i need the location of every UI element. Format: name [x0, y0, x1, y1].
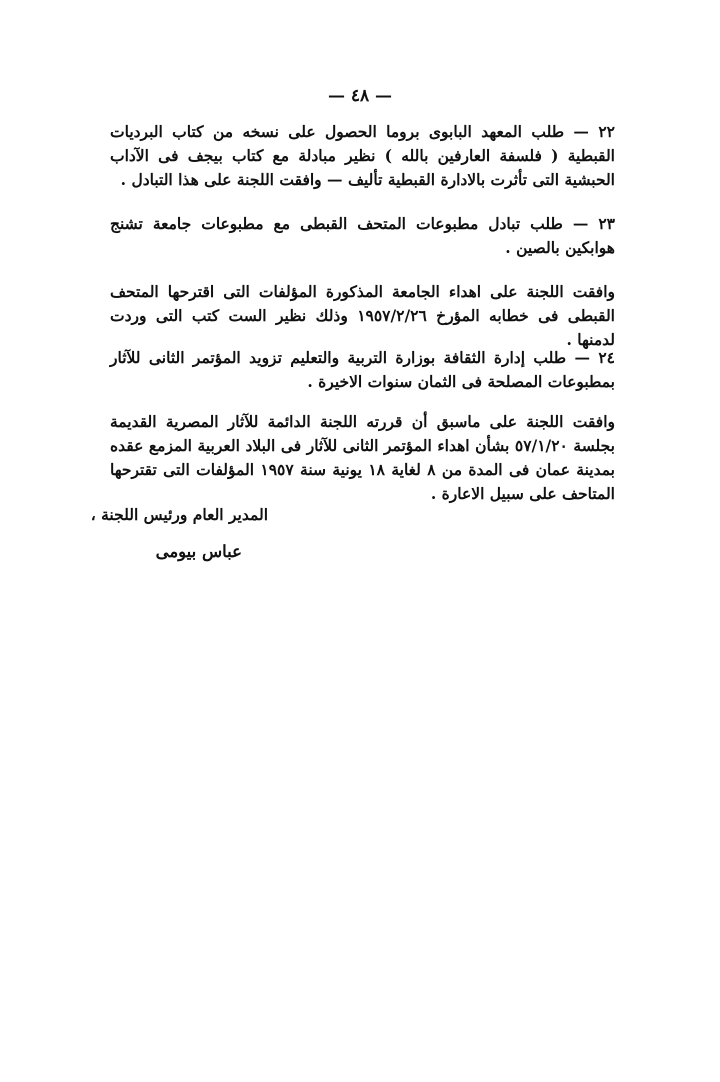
- item-22-paragraph: [110, 120, 615, 192]
- page-number: — ٤٨ —: [327, 86, 393, 106]
- item-23-paragraph: [110, 212, 615, 260]
- item-24-text: ٢٤ — طلب إدارة الثقافة بوزارة التربية والتعليم تزويد المؤتمر الثانى للآثار بمطبوعات المصلحة فى الثمان سنوات الاخيرة .: [110, 348, 615, 391]
- item-23-text: ٢٣ — طلب تبادل مطبوعات المتحف القبطى مع مطبوعات جامعة تشنج هوابكين بالصين .: [110, 214, 615, 257]
- signature-title: المدير العام ورئيس اللجنة ،: [90, 505, 268, 524]
- approval-2-text: وافقت اللجنة على ماسبق أن قررته اللجنة الدائمة للآثار المصرية القديمة بجلسة ٥٧/١/٢٠ بشأن اهداء المؤتمر الثانى للآثار فى البلاد العربية المزمع عقده بمدينة عمان فى المدة من ٨ لغاية ١٨ يونية سنة ١٩٥٧ المؤلفات التى تقترحها المتاحف على سبيل الاعارة .: [110, 412, 615, 503]
- item-22-text: ٢٢ — طلب المعهد البابوى بروما الحصول على نسخه من كتاب البرديات القبطية ( فلسفة العارفين بالله ) نظير مبادلة مع كتاب بيجف فى الآداب الحبشية التى تأثرت بالادارة القبطية تأليف — وافقت اللجنة على هذا التبادل .: [110, 122, 615, 189]
- approval-paragraph-2: [110, 410, 615, 506]
- signature-name: عباس بيومى: [155, 542, 242, 561]
- approval-1-text: وافقت اللجنة على اهداء الجامعة المذكورة المؤلفات التى اقترحها المتحف القبطى فى خطابه المؤرخ ١٩٥٧/٢/٢٦ وذلك نظير الست كتب التى وردت لدمنها .: [110, 282, 615, 349]
- approval-paragraph-1: [110, 280, 615, 352]
- item-24-paragraph: [110, 346, 615, 394]
